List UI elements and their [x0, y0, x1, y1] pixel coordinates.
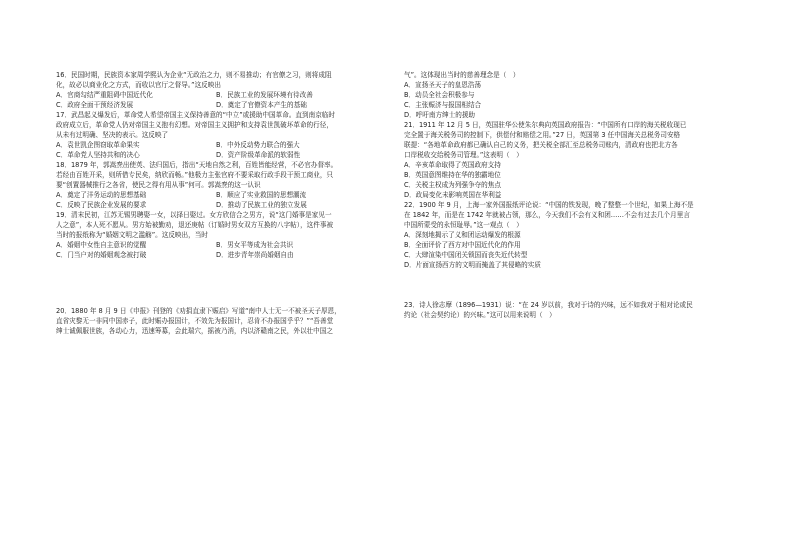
question-stem [56, 306, 404, 336]
option-d[interactable]: D．呼吁南方绅士的援助 [404, 111, 476, 119]
option-b[interactable]: B．中外反动势力联合的强大 [216, 141, 300, 149]
question-stem [404, 70, 752, 80]
question-20 [56, 306, 404, 336]
stem-line: 口岸税收交给税务司管理。”这表明（ ） [404, 151, 523, 159]
question-20-continued [404, 70, 752, 120]
option-c[interactable]: C．革命党人坚持共和的决心 [56, 151, 140, 159]
question-18 [56, 160, 404, 210]
option-a[interactable]: A．宣扬圣天子的皇恩浩荡 [404, 81, 482, 89]
option-a[interactable]: A．婚姻中女性自主意识的觉醒 [56, 241, 147, 249]
stem-line: 19．清末民初，江苏无锡男聘娶一女，以择日娶过。女方欣信合之男方，说“这门婚事是家见一 [56, 211, 332, 219]
option-a[interactable]: A．袁世凯企图窃取革命果实 [56, 141, 140, 149]
question-stem [404, 300, 752, 320]
option-b[interactable]: B．动员全社会积极参与 [404, 91, 475, 99]
right-column [404, 70, 752, 320]
option-c[interactable]: C．关税主权成为列强争夺的焦点 [404, 181, 501, 189]
stem-line: 23．诗人徐志摩（1896—1931）说：“在 24 岁以前，我对于诗的兴味，远不如我对于相对论或民 [404, 301, 693, 309]
option-c[interactable]: C．政府全面干预经济发展 [56, 101, 134, 109]
option-c[interactable]: C．主张赈济与报国相结合 [404, 101, 482, 109]
stem-line: 当时的报纸称为“婚姻文明之滥觞”。这反映出，当时 [56, 231, 208, 239]
stem-line: 从未有过明确、坚决的表示。这反映了 [56, 131, 169, 139]
stem-line: 绅士诚佩服世族，各动心力，迅速筹募，会此瑞穴，摇被乃消，内以济赣南之民，外以壮中国之 [56, 327, 333, 335]
stem-line: 在 1842 年，而是在 1742 年就被占领，那么，今天我们不会有义和团……不会有过去几个月里言 [404, 211, 690, 219]
question-16 [56, 70, 404, 110]
question-22 [404, 200, 752, 270]
stem-line: 完全置于海关税务司的控制下，供偿付和赔偿之用。”27 日，英国第 3 任中国海关总税务司安格 [404, 131, 681, 139]
option-d[interactable]: D．奠定了官僚资本产生的基础 [216, 101, 307, 109]
spacer [56, 260, 404, 306]
answer-options [56, 140, 404, 160]
stem-line: 16．民国时期，民族资本家周学熙认为企业“无政治之力，则不易推动；有官僚之习，则将成阻 [56, 71, 332, 79]
stem-line: 约论（社会契约论）的兴味。”这可以用来说明（ ） [404, 311, 556, 319]
option-d[interactable]: D．政局变化未影响英国在华利益 [404, 191, 502, 199]
option-b[interactable]: B．英国意图维持在华的独霸地位 [404, 171, 501, 179]
stem-line: 联提：“各地革命政府都已确认自己的义务，把关税全部汇至总税务司账内，清政府也把北方各 [404, 141, 678, 149]
option-c[interactable]: C．大肆渲染中国闭关锁国而丧失近代转型 [404, 251, 528, 259]
answer-options [404, 230, 752, 270]
stem-line: 21．1911 年 12 月 5 日，英国驻华公使朱尔典向英国政府报告：“中国所有口岸的海关税收现已 [404, 121, 687, 129]
answer-options [56, 190, 404, 210]
question-stem [404, 120, 752, 160]
stem-line: 直省灾黎无一非同中国赤子，此时赈办报国计，不效先为报国计，忍肯不办报国乎乎？”“吾善堂 [56, 317, 334, 325]
stem-line: 20．1880 年 8 月 9 日《申报》刊登的《劝捐直隶下赈启》写道“南中人士无一不被圣天子厚恩， [56, 307, 341, 315]
answer-options [404, 160, 752, 200]
option-d[interactable]: D．进步青年崇尚婚姻自由 [216, 251, 294, 259]
stem-line: 中国所蒙受的永恒耻辱。”这一观点（ ） [404, 221, 523, 229]
question-stem [56, 110, 404, 140]
stem-line: 化，故必以商业化之方式，而收以官厅之督导。”这反映出 [56, 81, 221, 89]
option-c[interactable]: C．反映了民族企业发展的要求 [56, 201, 147, 209]
option-d[interactable]: D．资产阶级革命派的软弱性 [216, 151, 301, 159]
answer-options [56, 90, 404, 110]
option-b[interactable]: B．男女平等成为社会共识 [216, 241, 294, 249]
stem-line: 要“创置器械推行之各省，使民之得有用从事”何可。郭嵩焘的这一认识 [56, 181, 261, 189]
question-17 [56, 110, 404, 160]
option-a[interactable]: A．深刻地揭示了义和团运动爆发的根源 [404, 231, 521, 239]
spacer [404, 270, 752, 300]
answer-options [404, 80, 752, 120]
answer-options [56, 240, 404, 260]
question-21 [404, 120, 752, 200]
option-b[interactable]: B．民族工业的发展环境有待改善 [216, 91, 313, 99]
question-stem [56, 160, 404, 190]
option-c[interactable]: C．门当户对的婚姻观念被打破 [56, 251, 147, 259]
question-23 [404, 300, 752, 320]
option-d[interactable]: D．推动了民族工业的独立发展 [216, 201, 307, 209]
stem-line: 人之意”，本人死不愿从。男方始被勤劝，退还庚帖（订婚时男女双方互换的八字帖），这件事被 [56, 221, 334, 229]
option-a[interactable]: A．官商勾结严重阻碍中国近代化 [56, 91, 153, 99]
stem-line: 政府成立后，革命党人仍对帝国主义抱有幻想。对帝国主义拥护和支持袁世凯破坏革命的行径， [56, 121, 333, 129]
option-b[interactable]: B．全面评价了西方对中国近代化的作用 [404, 241, 521, 249]
question-stem [56, 210, 404, 240]
option-b[interactable]: B．顺应了实业救国的思想潮流 [216, 191, 307, 199]
stem-line: 气”。这体现出当时的慈善理念是（ ） [404, 71, 520, 79]
question-stem [404, 200, 752, 230]
option-d[interactable]: D．片面宣扬西方的文明而掩盖了其侵略的实质 [404, 261, 541, 269]
stem-line: 若经由百姓开采，则所借专民矣，纳欣而畅。”他极力主张官府不要采取行政手段干预工商业，只 [56, 171, 334, 179]
stem-line: 17．武昌起义爆发后，革命党人希望帝国主义保持善意的“中立”或援助中国革命。直到南京临时 [56, 111, 335, 119]
stem-line: 18．1879 年，郭嵩焘出使英、法归国后，指出“天地自然之利，百姓皆能经营，不必官办督率。 [56, 161, 338, 169]
option-a[interactable]: A．辛亥革命取得了英国政府支持 [404, 161, 501, 169]
left-column [56, 70, 404, 336]
option-a[interactable]: A．奠定了洋务运动的思想基础 [56, 191, 147, 199]
question-19 [56, 210, 404, 260]
stem-line: 22．1900 年 9 月，上海一家外国报纸评论说：“中国的铁发现，晚了整整一个世纪，如果上海不是 [404, 201, 694, 209]
question-stem [56, 70, 404, 90]
